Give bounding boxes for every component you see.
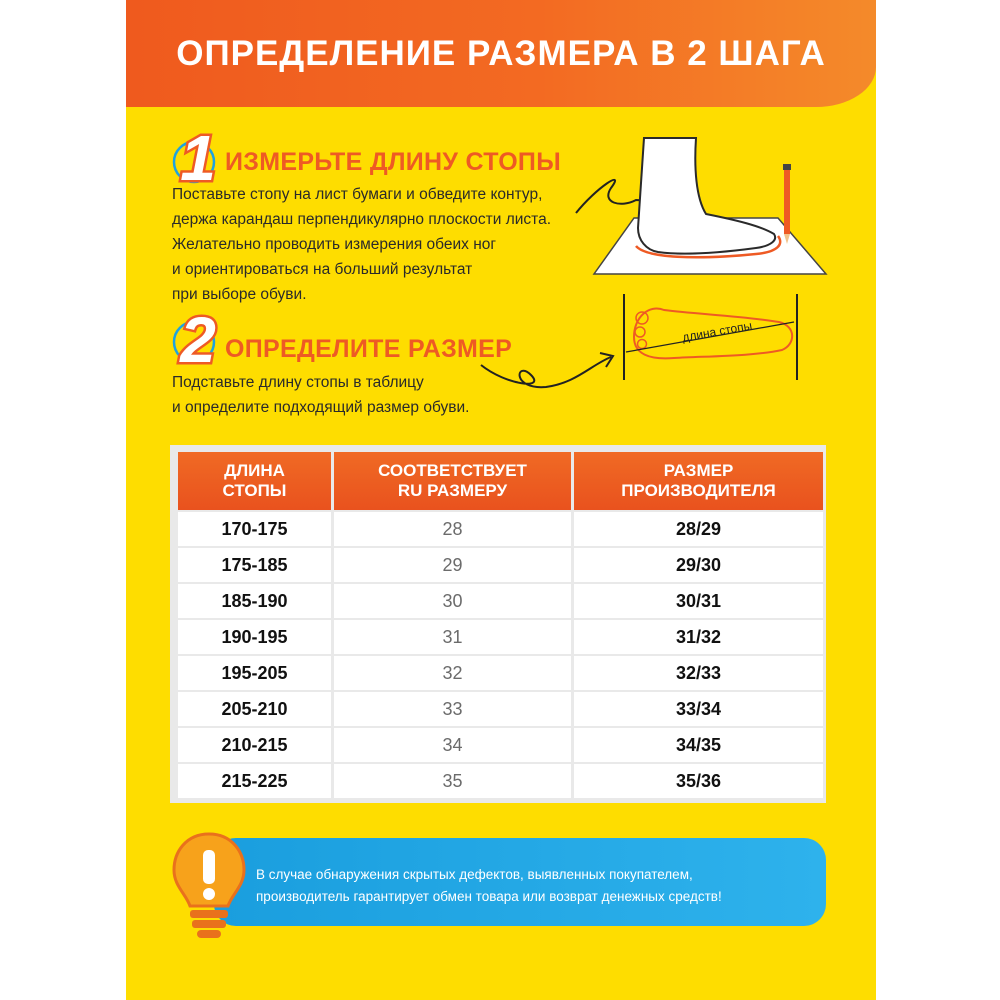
maker-size-cell: 31/32 <box>574 620 823 654</box>
foot-length-cell: 190-195 <box>178 620 331 654</box>
pencil-icon <box>784 168 790 234</box>
ru-size-cell: 33 <box>334 692 571 726</box>
foot-side-view <box>638 138 775 254</box>
ru-size-cell: 28 <box>334 512 571 546</box>
maker-size-cell: 28/29 <box>574 512 823 546</box>
step-2-line: Подставьте длину стопы в таблицу <box>172 374 424 391</box>
step-1-text <box>172 182 551 307</box>
step-2-line: и определите подходящий размер обуви. <box>172 399 470 416</box>
foot-length-cell: 175-185 <box>178 548 331 582</box>
maker-size-cell: 35/36 <box>574 764 823 798</box>
table-row <box>178 584 823 618</box>
foot-length-illustration <box>604 292 804 382</box>
foot-length-cell: 185-190 <box>178 584 331 618</box>
foot-on-paper-illustration <box>556 128 846 278</box>
ru-size-cell: 34 <box>334 728 571 762</box>
maker-size-cell: 32/33 <box>574 656 823 690</box>
maker-size-cell: 34/35 <box>574 728 823 762</box>
size-guide-poster <box>126 0 876 1000</box>
step-1-title: ИЗМЕРЬТЕ ДЛИНУ СТОПЫ <box>225 148 561 176</box>
maker-size-cell: 30/31 <box>574 584 823 618</box>
maker-size-cell: 33/34 <box>574 692 823 726</box>
table-row <box>178 512 823 546</box>
step-1-number: 1 <box>180 122 216 190</box>
swirl-arrow-icon <box>476 345 626 405</box>
ru-size-cell: 35 <box>334 764 571 798</box>
ru-size-cell: 31 <box>334 620 571 654</box>
table-header-row <box>178 452 823 510</box>
page-title: ОПРЕДЕЛЕНИЕ РАЗМЕРА В 2 ШАГА <box>176 34 826 73</box>
foot-length-cell: 215-225 <box>178 764 331 798</box>
step-2-text <box>172 370 469 420</box>
maker-size-cell: 29/30 <box>574 548 823 582</box>
step-1-line: Поставьте стопу на лист бумаги и обведите контур, <box>172 186 543 203</box>
size-table-frame <box>170 445 826 803</box>
foot-length-cell: 170-175 <box>178 512 331 546</box>
foot-length-cell: 195-205 <box>178 656 331 690</box>
step-2-title: ОПРЕДЕЛИТЕ РАЗМЕР <box>225 335 513 363</box>
title-banner <box>126 0 876 107</box>
warranty-notice <box>214 838 826 926</box>
step-1-number-icon <box>172 120 220 190</box>
step-1-line: держа карандаш перпендикулярно плоскости листа. <box>172 211 552 228</box>
ru-size-cell: 30 <box>334 584 571 618</box>
step-2-number: 2 <box>180 304 216 370</box>
foot-length-label: длина стопы <box>681 318 754 345</box>
table-row <box>178 620 823 654</box>
step-2-number-icon <box>172 300 220 370</box>
header-foot-length: ДЛИНА СТОПЫ <box>178 452 331 510</box>
step-1-line: при выборе обуви. <box>172 286 307 303</box>
step-1-line: и ориентироваться на больший результат <box>172 261 473 278</box>
step-1-line: Желательно проводить измерения обеих ног <box>172 236 497 253</box>
ru-size-cell: 29 <box>334 548 571 582</box>
warranty-text: В случае обнаружения скрытых дефектов, выявленных покупателем, производитель гарантирует обмен товара или возврат денежных средств! <box>256 867 722 904</box>
table-row <box>178 728 823 762</box>
lightbulb-exclamation-icon <box>170 830 248 942</box>
size-table <box>175 450 826 800</box>
table-row <box>178 764 823 798</box>
header-maker-size: РАЗМЕР ПРОИЗВОДИТЕЛЯ <box>574 452 823 510</box>
table-row <box>178 656 823 690</box>
table-row <box>178 548 823 582</box>
foot-length-cell: 205-210 <box>178 692 331 726</box>
header-ru-size: СООТВЕТСТВУЕТ RU РАЗМЕРУ <box>334 452 571 510</box>
ru-size-cell: 32 <box>334 656 571 690</box>
table-row <box>178 692 823 726</box>
foot-length-cell: 210-215 <box>178 728 331 762</box>
